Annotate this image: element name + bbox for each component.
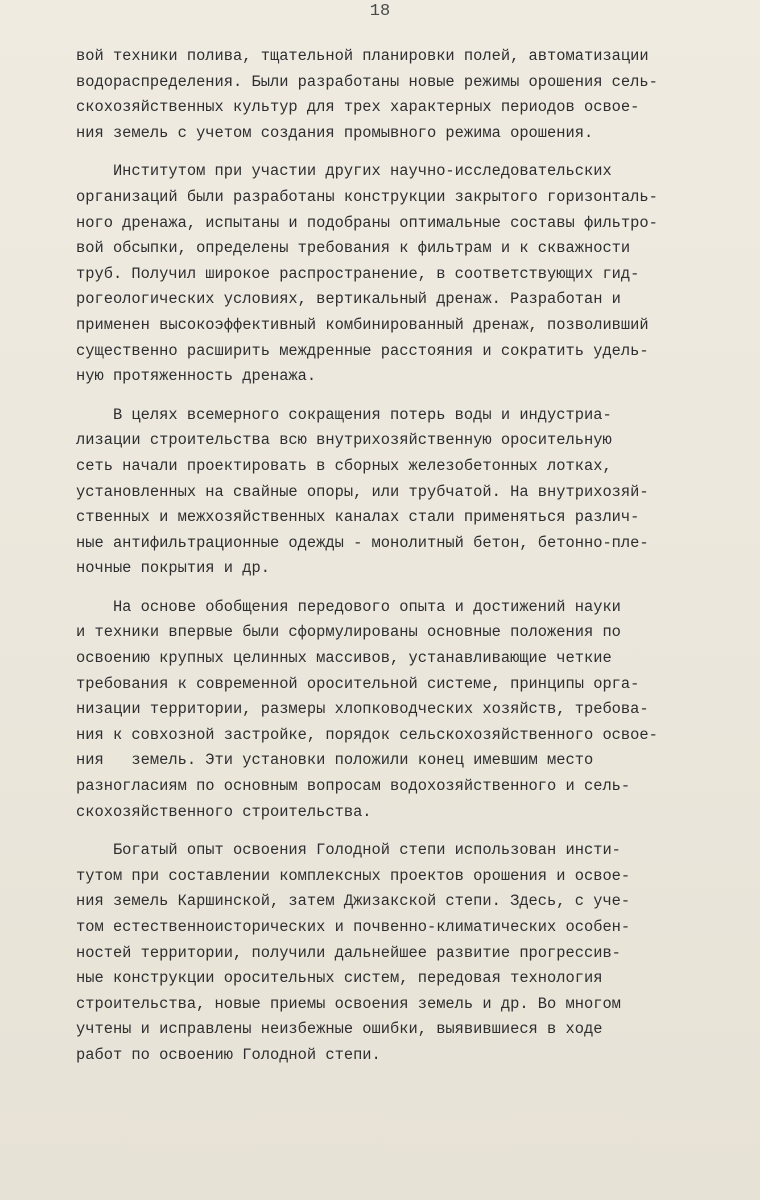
text-line: низации территории, размеры хлопководческих хозяйств, требова-: [76, 700, 649, 719]
text-line: вой обсыпки, определены требования к фильтрам и к скважности: [76, 239, 631, 258]
text-line: ния земель Каршинской, затем Джизакской степи. Здесь, с уче-: [76, 892, 631, 911]
text-line: разногласиям по основным вопросам водохозяйственного и сель-: [76, 777, 631, 796]
text-line: водораспределения. Были разработаны новые режимы орошения сель-: [76, 72, 658, 91]
text-line: ственных и межхозяйственных каналах стали применяться различ-: [76, 508, 640, 527]
text-line: Институтом при участии других научно-исследовательских: [76, 162, 612, 181]
text-line: скохозяйственных культур для трех характерных периодов освое-: [76, 98, 640, 117]
text-line: работ по освоению Голодной степи.: [76, 1045, 381, 1064]
text-line: установленных на свайные опоры, или трубчатой. На внутрихозяй-: [76, 482, 649, 501]
text-line: учтены и исправлены неизбежные ошибки, выявившиеся в ходе: [76, 1020, 603, 1039]
text-line: ния к совхозной застройке, порядок сельскохозяйственного освое-: [76, 725, 658, 744]
paragraph: [76, 838, 708, 1068]
paragraph: [76, 159, 708, 389]
text-line: На основе обобщения передового опыта и достижений науки: [76, 597, 621, 616]
text-line: ния земель с учетом создания промывного режима орошения.: [76, 123, 594, 142]
text-line: освоению крупных целинных массивов, устанавливающие четкие: [76, 649, 612, 668]
text-line: сеть начали проектировать в сборных железобетонных лотках,: [76, 456, 612, 475]
text-line: скохозяйственного строительства.: [76, 802, 372, 821]
text-line: тутом при составлении комплексных проектов орошения и освое-: [76, 866, 631, 885]
text-line: ночные покрытия и др.: [76, 559, 270, 578]
page-number: 18: [369, 2, 391, 21]
text-line: ные антифильтрационные одежды - монолитный бетон, бетонно-пле-: [76, 533, 649, 552]
text-line: труб. Получил широкое распространение, в соответствующих гид-: [76, 264, 640, 283]
text-line: вой техники полива, тщательной планировки полей, автоматизации: [76, 47, 649, 65]
text-line: ния земель. Эти установки положили конец имевшим место: [76, 751, 594, 770]
text-line: лизации строительства всю внутрихозяйственную оросительную: [76, 431, 612, 450]
text-line: существенно расширить междренные расстояния и сократить удель-: [76, 341, 649, 360]
text-line: ностей территории, получили дальнейшее развитие прогрессив-: [76, 943, 621, 962]
text-line: ные конструкции оросительных систем, передовая технология: [76, 969, 603, 988]
text-line: ного дренажа, испытаны и подобраны оптимальные составы фильтро-: [76, 213, 658, 232]
text-line: строительства, новые приемы освоения земель и др. Во многом: [76, 994, 621, 1013]
text-line: В целях всемерного сокращения потерь воды и индустриа-: [76, 405, 612, 424]
text-line: и техники впервые были сформулированы основные положения по: [76, 623, 621, 642]
text-line: рогеологических условиях, вертикальный дренаж. Разработан и: [76, 290, 621, 309]
paragraph: [76, 595, 708, 825]
document-body: [76, 44, 708, 1082]
paragraph: [76, 44, 708, 146]
text-line: требования к современной оросительной системе, принципы орга-: [76, 674, 640, 693]
text-line: организаций были разработаны конструкции закрытого горизонталь-: [76, 187, 658, 206]
paragraph: [76, 403, 708, 582]
text-line: том естественноисторических и почвенно-климатических особен-: [76, 918, 631, 936]
text-line: применен высокоэффективный комбинированный дренаж, позволивший: [76, 315, 649, 334]
text-line: ную протяженность дренажа.: [76, 367, 317, 386]
text-line: Богатый опыт освоения Голодной степи использован инсти-: [76, 841, 621, 860]
